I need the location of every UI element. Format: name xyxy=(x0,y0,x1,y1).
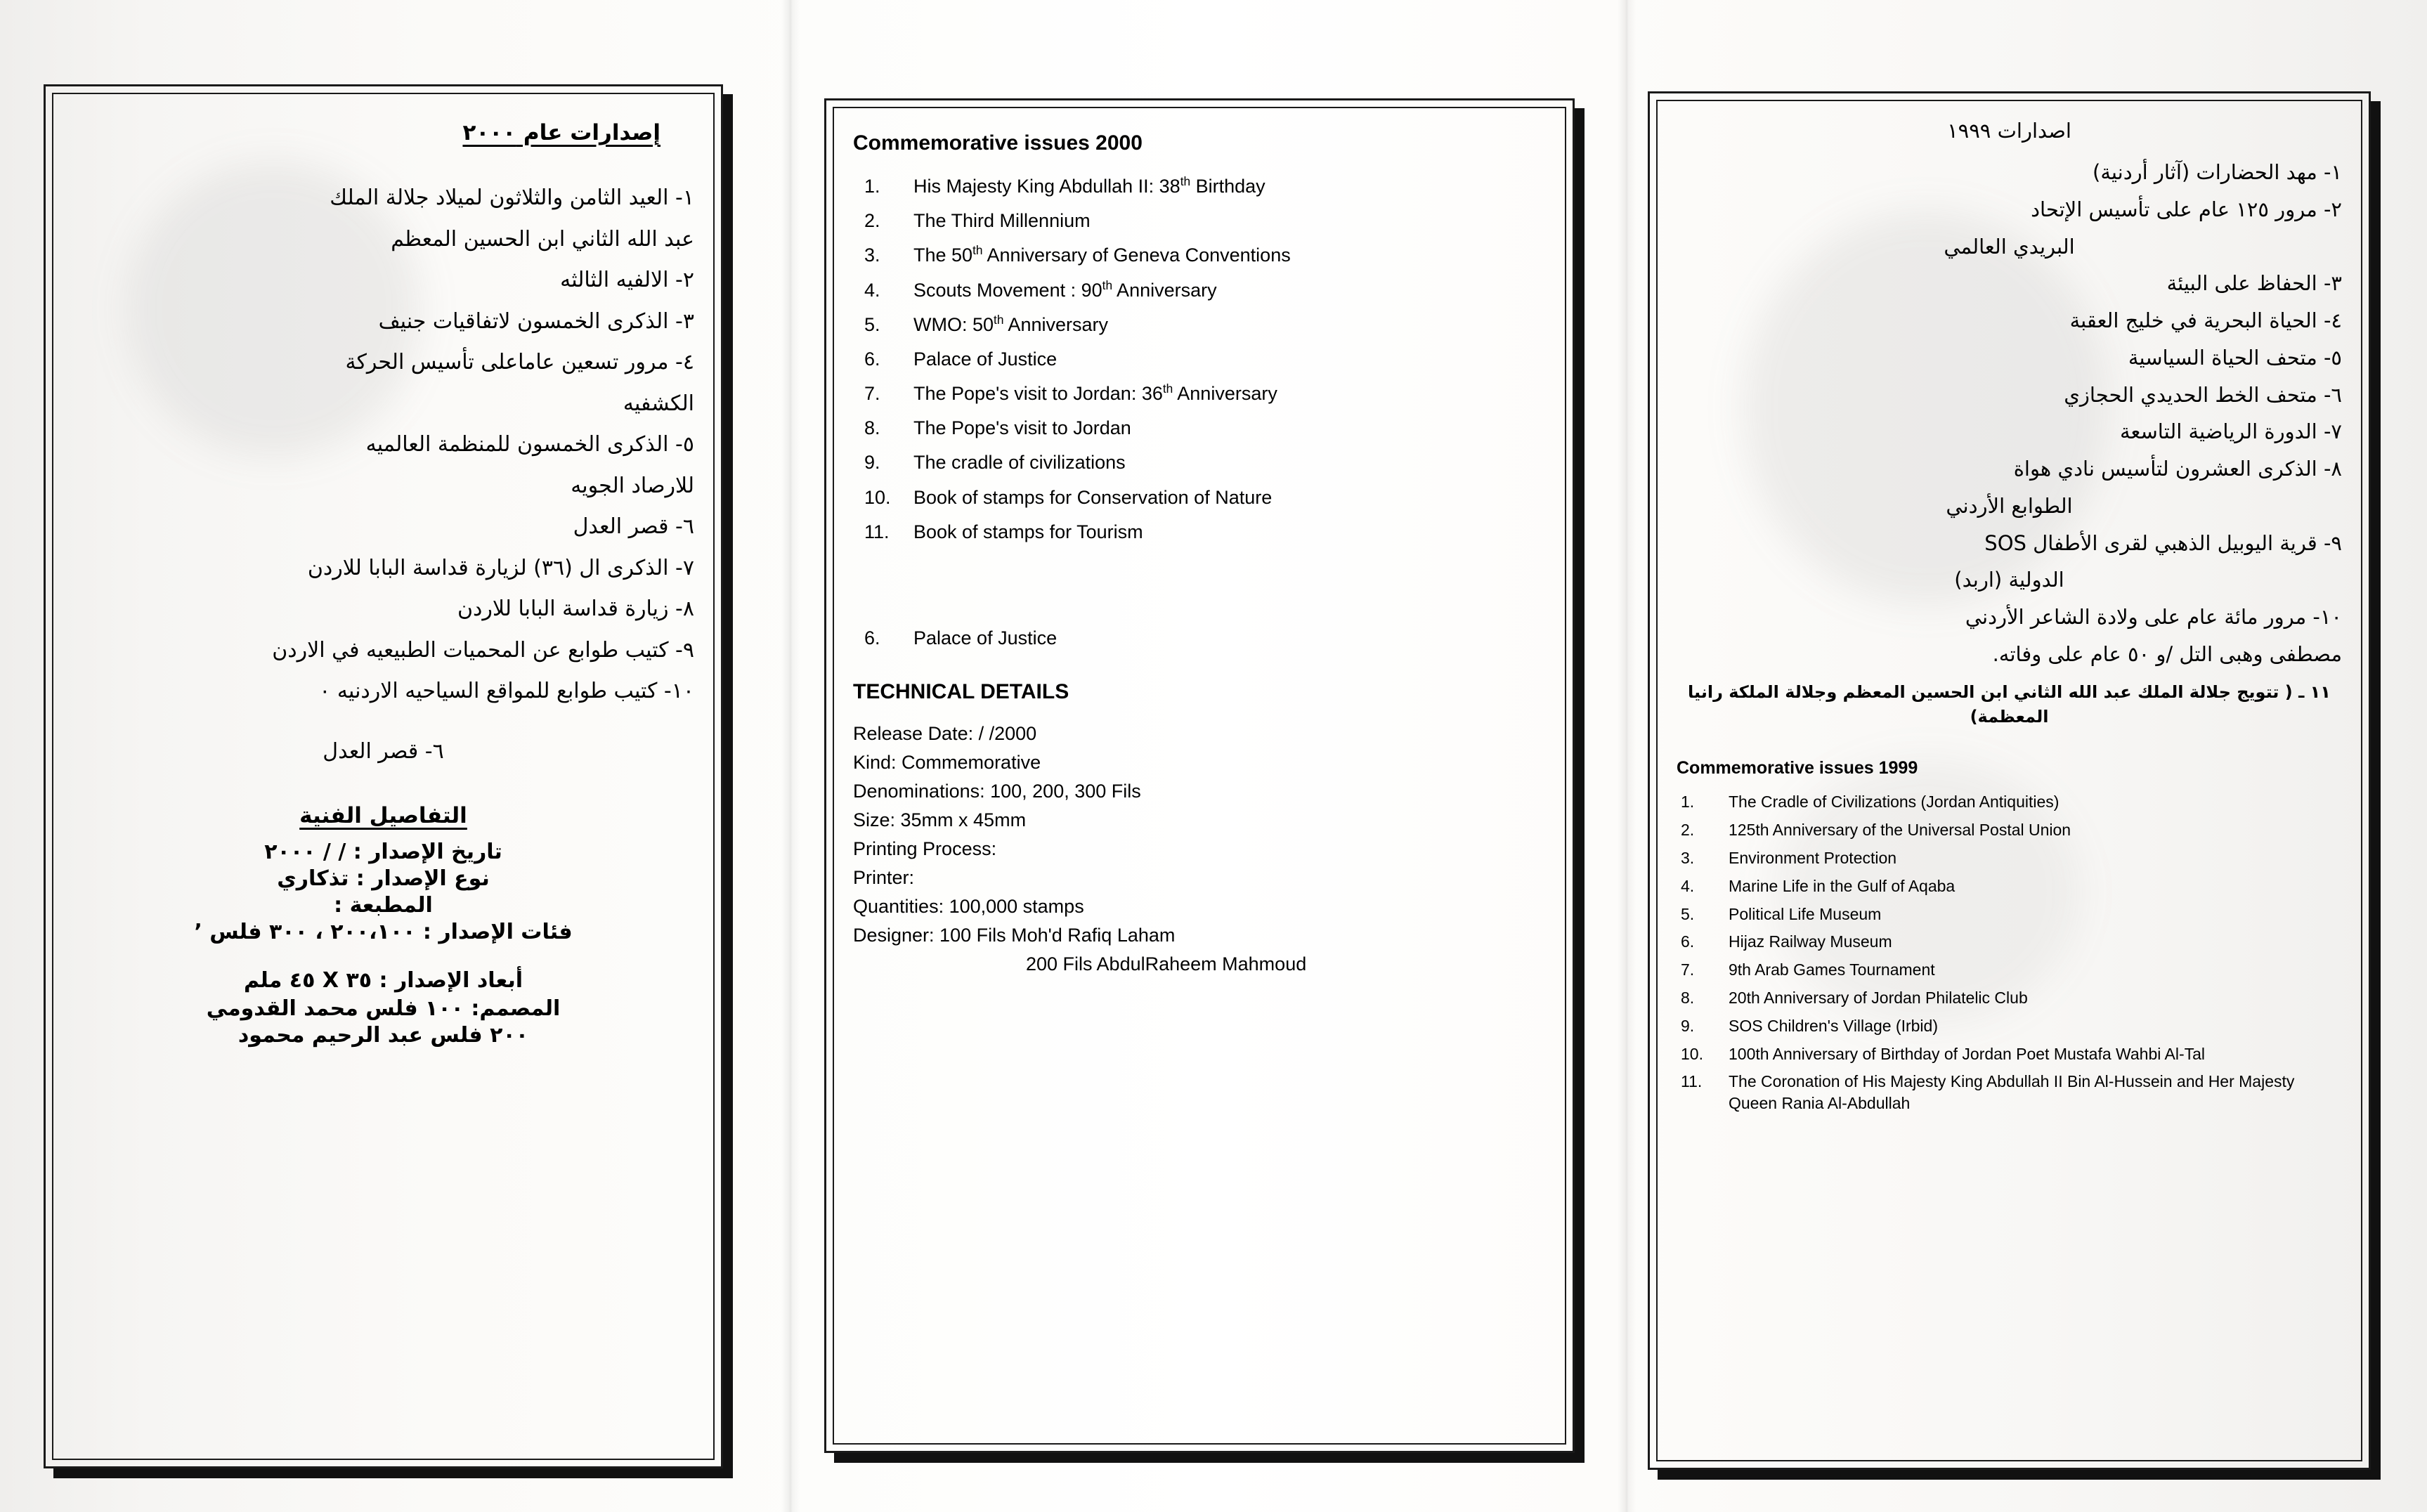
panel-left-technical-details xyxy=(72,840,694,1048)
list-item: ٤- الحياة البحرية في خليج العقبة xyxy=(2069,308,2342,333)
list-item: 9th Arab Games Tournament xyxy=(1729,960,1935,979)
technical-line: Quantities: 100,000 stamps xyxy=(853,896,1084,918)
panel-right-english-heading: Commemorative issues 1999 xyxy=(1677,758,1918,778)
list-item: الكشفيه xyxy=(623,391,694,416)
technical-line: Release Date: / /2000 xyxy=(853,722,1037,744)
list-item: ١٠- مرور مائة عام على ولادة الشاعر الأردني xyxy=(1965,605,2342,630)
technical-line: المصمم: ١٠٠ فلس محمد القدومي xyxy=(206,996,561,1021)
technical-line: Printer: xyxy=(853,867,915,889)
list-item: ٩- كتيب طوابع عن المحميات الطبيعيه في الاردن xyxy=(272,637,694,663)
panel-left-title: إصدارات عام ٢٠٠٠ xyxy=(462,120,661,145)
list-item: The cradle of civilizations xyxy=(913,452,1126,474)
list-item: 20th Anniversary of Jordan Philatelic Club xyxy=(1729,989,2028,1007)
list-item: The Coronation of His Majesty King Abdullah II Bin Al-Hussein and Her Majesty Queen Rania Al-Abdullah xyxy=(1729,1072,2295,1113)
list-item: ٤- مرور تسعين عاماعلى تأسيس الحركة xyxy=(345,350,694,374)
panel-left-content xyxy=(72,107,694,1445)
list-item: Hijaz Railway Museum xyxy=(1729,932,1892,951)
brochure-panel-left xyxy=(0,0,790,1512)
list-item: ٣- الذكرى الخمسون لاتفاقيات جنيف xyxy=(378,308,694,334)
panel-left-frame xyxy=(44,84,723,1468)
panel-right-arabic-title: اصدارات ١٩٩٩ xyxy=(1947,119,2071,143)
panel-middle-issue-list xyxy=(853,174,1546,545)
list-item: Political Life Museum xyxy=(1729,904,1882,923)
list-item: The Third Millennium xyxy=(913,210,1091,232)
list-item: مصطفى وهبى التل /و ٥٠ عام على وفاته. xyxy=(1992,641,2342,666)
technical-line: فئات الإصدار : ٢٠٠،١٠٠ ، ٣٠٠ فلس ٬ xyxy=(194,919,573,944)
panel-right-content xyxy=(1677,115,2342,1447)
panel-right-frame xyxy=(1648,91,2371,1470)
list-item: ٧- الذكرى ال (٣٦) لزيارة قداسة البابا للاردن xyxy=(307,555,694,580)
list-item: His Majesty King Abdullah II: 38th Birthday xyxy=(913,174,1265,197)
list-item: Environment Protection xyxy=(1729,848,1897,867)
list-item: WMO: 50th Anniversary xyxy=(913,312,1108,335)
list-item: ٥- متحف الحياة السياسية xyxy=(2128,345,2342,370)
list-item: ٩- قرية اليوبيل الذهبي لقرى الأطفال SOS xyxy=(1984,530,2342,555)
list-item: ١- العيد الثامن والثلاثون لميلاد جلالة الملك xyxy=(330,185,694,210)
list-item: Marine Life in the Gulf of Aqaba xyxy=(1729,876,1956,895)
list-item: SOS Children's Village (Irbid) xyxy=(1729,1016,1938,1035)
list-item: ٥- الذكرى الخمسون للمنظمة العالميه xyxy=(365,432,694,457)
list-item: The 50th Anniversary of Geneva Conventions xyxy=(913,243,1291,266)
list-item: ٨- الذكرى العشرون لتأسيس نادي هواة xyxy=(2013,457,2342,481)
panel-middle-heading: Commemorative issues 2000 xyxy=(853,131,1143,155)
technical-line: أبعاد الإصدار : ٣٥ X ٤٥ ملم xyxy=(243,967,523,993)
panel-left-technical-title: التفاصيل الفنية xyxy=(299,802,467,828)
technical-line: Designer: 100 Fils Moh'd Rafiq Laham xyxy=(853,925,1176,946)
panel-middle-frame xyxy=(824,98,1575,1453)
list-item: Palace of Justice xyxy=(913,348,1058,370)
list-item: ٣- الحفاظ على البيئة xyxy=(2166,271,2342,296)
list-item: الدولية (اربد) xyxy=(1954,568,2064,592)
technical-line: نوع الإصدار : تذكاري xyxy=(277,866,490,891)
technical-line: Printing Process: xyxy=(853,838,997,860)
list-item: The Cradle of Civilizations (Jordan Antiquities) xyxy=(1729,793,2060,812)
technical-line: ٢٠٠ فلس عبد الرحيم محمود xyxy=(238,1022,529,1048)
list-item: 100th Anniversary of Birthday of Jordan Poet Mustafa Wahbi Al-Tal xyxy=(1729,1044,2206,1063)
list-item: Scouts Movement : 90th Anniversary xyxy=(913,278,1217,301)
brochure-panel-right xyxy=(1620,0,2427,1512)
technical-line: Kind: Commemorative xyxy=(853,751,1041,773)
panel-right-arabic-list xyxy=(1677,154,2342,673)
technical-line: Denominations: 100, 200, 300 Fils xyxy=(853,780,1141,802)
list-item: ٦- قصر العدل xyxy=(573,514,694,539)
panel-right-arabic-bold-line: ١١ ـ ( تتويج جلالة الملك عبد الله الثاني ابن الحسين المعظم وجلالة الملكة رانيا المعظمة) xyxy=(1688,682,2331,726)
list-item: الطوابع الأردني xyxy=(1946,493,2073,518)
list-item: ١٠- كتيب طوابع للمواقع السياحيه الاردنيه ٠ xyxy=(319,679,694,703)
panel-middle-technical-details xyxy=(853,719,1546,979)
technical-line: 200 Fils AbdulRaheem Mahmoud xyxy=(1026,953,1307,975)
panel-left-extra-line: ٦- قصر العدل xyxy=(323,738,444,764)
list-item: ٧- الدورة الرياضية التاسعة xyxy=(2119,419,2342,444)
panel-left-issue-list xyxy=(72,178,694,712)
technical-line: Size: 35mm x 45mm xyxy=(853,809,1027,830)
list-item: عبد الله الثاني ابن الحسين المعظم xyxy=(391,226,694,252)
list-item: 125th Anniversary of the Universal Postal Union xyxy=(1729,821,2071,840)
list-item: ١- مهد الحضارات (آثار أردنية) xyxy=(2093,160,2342,184)
list-item: Book of stamps for Conservation of Nature xyxy=(913,486,1273,508)
technical-line: تاريخ الإصدار : / / ٢٠٠٠ xyxy=(264,839,502,864)
brochure-panel-middle xyxy=(790,0,1620,1512)
panel-middle-technical-heading: TECHNICAL DETAILS xyxy=(853,679,1069,703)
panel-middle-repeated-item: 6. Palace of Justice xyxy=(853,627,1546,649)
list-item: ٢- مرور ١٢٥ عام على تأسيس الإتحاد xyxy=(2031,197,2342,221)
panel-right-english-list xyxy=(1677,791,2342,1114)
panel-middle-content xyxy=(853,122,1546,1430)
list-item: البريدي العالمي xyxy=(1944,234,2075,259)
technical-line: المطبعة : xyxy=(334,892,433,918)
list-item: للارصاد الجويه xyxy=(571,473,694,498)
list-item: The Pope's visit to Jordan: 36th Anniversary xyxy=(913,382,1277,405)
list-item: ٨- زيارة قداسة البابا للاردن xyxy=(457,597,694,621)
list-item: ٦- متحف الخط الحديدي الحجازي xyxy=(2064,382,2342,407)
list-item: Book of stamps for Tourism xyxy=(913,521,1143,542)
list-item: ٢- الالفيه الثالثه xyxy=(560,268,694,292)
list-item: The Pope's visit to Jordan xyxy=(913,417,1131,439)
